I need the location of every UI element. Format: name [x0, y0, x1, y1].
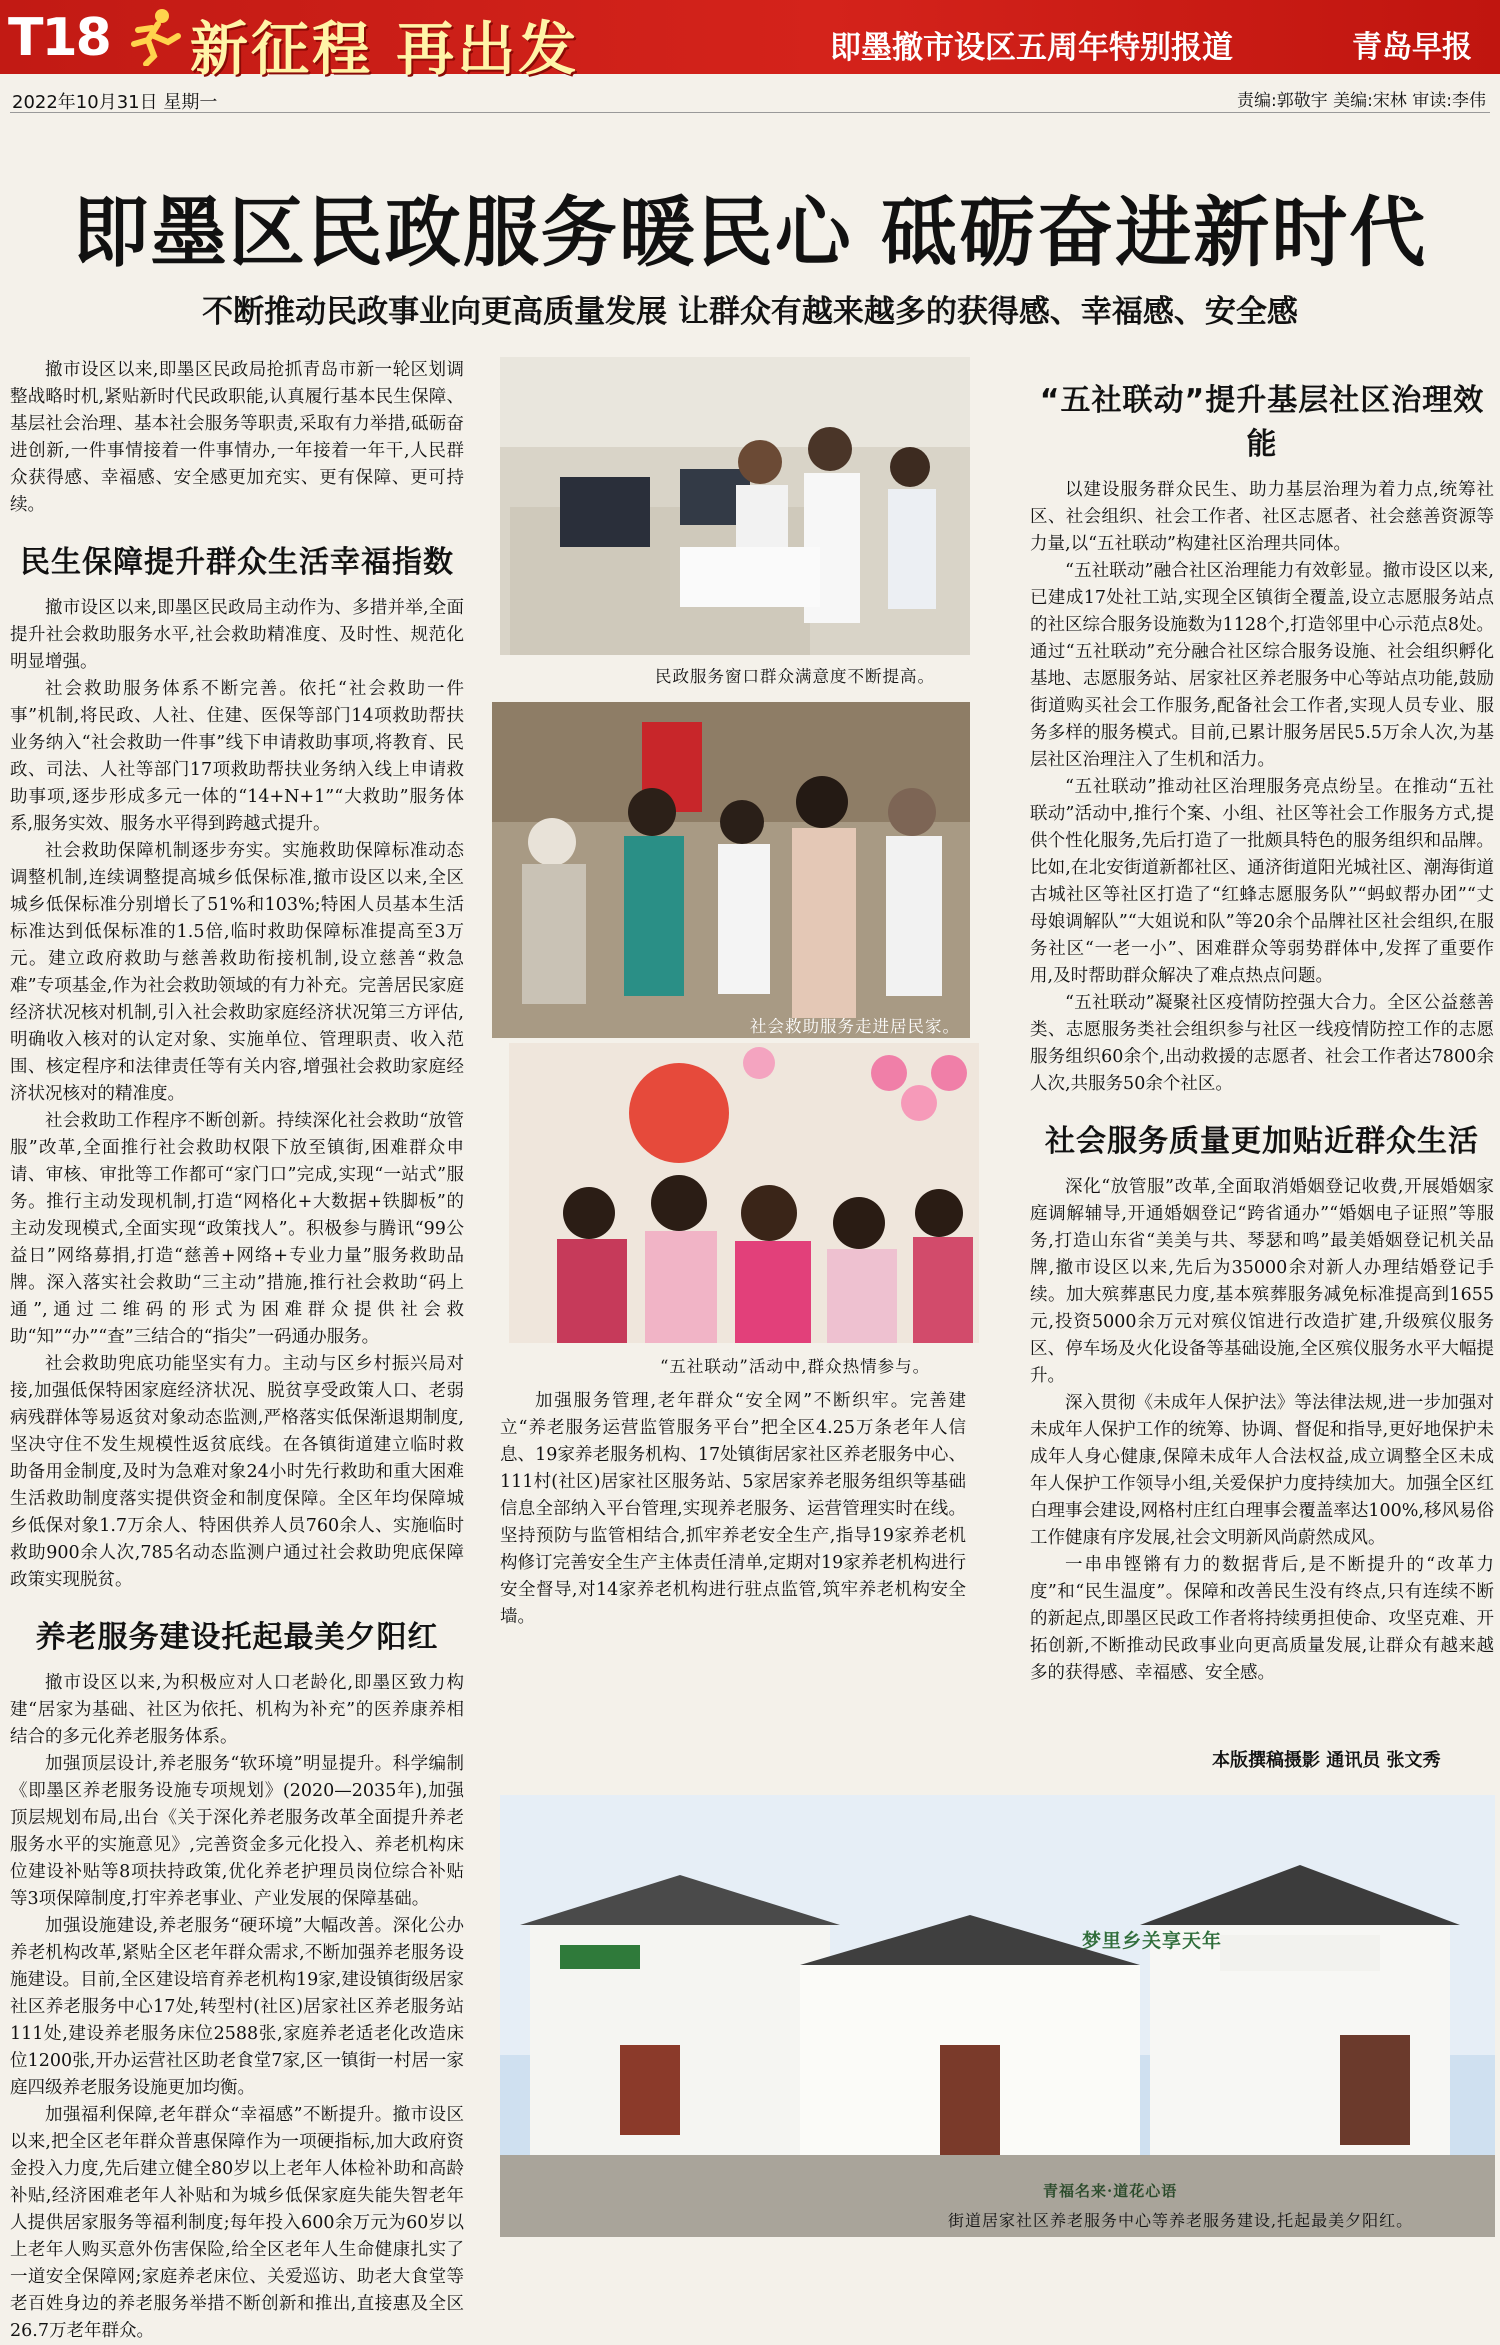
body-paragraph: 加强福利保障,老年群众“幸福感”不断提升。撤市设区以来,把全区老年群众普惠保障作为一项硬指标,加大政府资金投入力度,先后建立健全80岁以上老年人体检补助和高龄补贴,经济困难老年人补贴和为城乡低保家庭失能失智老年人提供居家服务等福利制度;每年投入600余万元为60岁以上老年人购买意外伤害保险,给全区老年人生命健康扎实了一道安全保障网;家庭养老床位、关爱巡访、助老大食堂等老百姓身边的养老服务举措不断创新和推出,直接惠及全区26.7万老年群众。: [10, 2105, 464, 2341]
section-heading: “五社联动”提升基层社区治理效能: [1039, 383, 1485, 462]
photo-caption: “五社联动”活动中,群众热情参与。: [660, 1357, 931, 1376]
photo-caption: 街道居家社区养老服务中心等养老服务建设,托起最美夕阳红。: [948, 2211, 1414, 2230]
body-paragraph: 社会救助兜底功能坚实有力。主动与区乡村振兴局对接,加强低保特困家庭经济状况、脱贫享受政策人口、老弱病残群体等易返贫对象动态监测,严格落实低保渐退期制度,坚决守住不发生规模性返贫底线。在各镇街道建立临时救助备用金制度,及时为急难对象24小时先行救助和重大困难生活救助制度落实提供资金和制度保障。全区年均保障城乡低保对象1.7万余人、特困供养人员760余人、实施临时救助900余人次,785名动态监测户通过社会救助兜底保障政策实现脱贫。: [10, 1354, 464, 1590]
photo-elderly-care-center: [500, 1795, 1495, 2237]
header-rule: [10, 112, 1490, 113]
photo-service-window: [500, 357, 970, 655]
intro-paragraph: 撤市设区以来,即墨区民政局抢抓青岛市新一轮区划调整战略时机,紧贴新时代民政职能,认真履行基本民生保障、基层社会治理、基本社会服务等职责,采取有力举措,砥砺奋进创新,一件事情接着一件事情办,一年接着一年干,人民群众获得感、幸福感、安全感更加充实、更有保障、更可持续。: [10, 360, 464, 515]
main-headline: 即墨区民政服务暖民心 砥砺奋进新时代: [72, 188, 1428, 277]
body-paragraph: 深入贯彻《未成年人保护法》等法律法规,进一步加强对未成年人保护工作的统筹、协调、督促和指导,更好地保护未成年人身心健康,保障未成年人合法权益,成立调整全区未成年人保护工作领导小组,关爱保护力度持续加大。加强全区红白理事会建设,网格村庄红白理事会覆盖率达100%,移风易俗工作健康有序发展,社会文明新风尚蔚然成风。: [1030, 1393, 1494, 1548]
body-paragraph: 一串串铿锵有力的数据背后,是不断提升的“改革力度”和“民生温度”。保障和改善民生没有终点,只有连续不断的新起点,即墨区民政工作者将持续勇担使命、攻坚克难、开拓创新,不断推动民政事业向更高质量发展,让群众有越来越多的获得感、幸福感、安全感。: [1030, 1555, 1494, 1683]
body-paragraph: 加强设施建设,养老服务“硬环境”大幅改善。深化公办养老机构改革,紧贴全区老年群众需求,不断加强养老服务设施建设。目前,全区建设培育养老机构19家,建设镇街级居家社区养老服务中心17处,转型村(社区)居家社区养老服务站111处,建设养老服务床位2588张,家庭养老适老化改造床位1200张,开办运营社区助老食堂7家,区一镇街一村居一家庭四级养老服务设施更加均衡。: [10, 1916, 464, 2098]
photo-caption: 民政服务窗口群众满意度不断提高。: [655, 667, 935, 686]
body-paragraph: 社会救助工作程序不断创新。持续深化社会救助“放管服”改革,全面推行社会救助权限下放至镇街,困难群众申请、审核、审批等工作都可“家门口”完成,实现“一站式”服务。推行主动发现机制,打造“网格化+大数据+铁脚板”的主动发现模式,全面实现“政策找人”。积极参与腾讯“99公益日”网络募捐,打造“慈善+网络+专业力量”服务救助品牌。深入落实社会救助“三主动”措施,推行社会救助“码上通”,通过二维码的形式为困难群众提供社会救助“知”“办”“查”三结合的“指尖”一码通办服务。: [10, 1111, 464, 1347]
body-paragraph: 以建设服务群众民生、助力基层治理为着力点,统筹社区、社会组织、社会工作者、社区志愿者、社会慈善资源等力量,以“五社联动”构建社区治理共同体。: [1030, 480, 1494, 554]
building-sign: 梦里乡关享天年: [1082, 1930, 1223, 1952]
subheadline: 不断推动民政事业向更高质量发展 让群众有越来越多的获得感、幸福感、安全感: [202, 294, 1298, 330]
editor-credits: 责编:郭敬宇 美编:宋林 审读:李伟: [1237, 91, 1486, 111]
article-column-middle: [500, 1388, 966, 1631]
newspaper-logo: 青岛早报: [1352, 30, 1472, 65]
page-banner: [0, 0, 1500, 83]
photo-community-event: [509, 1043, 979, 1343]
banner-slogan: 新征程 再出发: [190, 15, 580, 83]
body-paragraph: “五社联动”融合社区治理能力有效彰显。撤市设区以来,已建成17处社工站,实现全区镇街全覆盖,设立志愿服务站点的社区综合服务设施数为1128个,打造邻里中心示范点8处。通过“五社联动”充分融合社区综合服务设施、社会组织孵化基地、志愿服务站、居家社区养老服务中心等站点功能,鼓励街道购买社会工作服务,配备社会工作者,实现人员专业、服务多样的服务模式。目前,已累计服务居民5.5万余人次,为基层社区治理注入了生机和活力。: [1030, 561, 1494, 770]
photo-home-visit: [492, 702, 970, 1038]
body-paragraph: “五社联动”凝聚社区疫情防控强大合力。全区公益慈善类、志愿服务类社会组织参与社区一线疫情防控工作的志愿服务组织60余个,出动救援的志愿者、社会工作者达7800余人次,共服务50余个社区。: [1030, 993, 1494, 1094]
section-heading: 民生保障提升群众生活幸福指数: [20, 545, 454, 580]
body-paragraph: “五社联动”推动社区治理服务亮点纷呈。在推动“五社联动”活动中,推行个案、小组、社区等社会工作服务方式,提供个性化服务,先后打造了一批颇具特色的服务组织和品牌。比如,在北安街道新都社区、通济街道阳光城社区、潮海街道古城社区等社区打造了“红蜂志愿服务队”“蚂蚁帮办团”“丈母娘调解队”“大姐说和队”等20余个品牌社区社会组织,在服务社区“一老一小”、困难群众等弱势群体中,发挥了重要作用,及时帮助群众解决了难点热点问题。: [1030, 777, 1494, 986]
article-column-right: [1030, 357, 1494, 1687]
wall-calligraphy: 青福名来·道花心语: [1043, 2182, 1178, 2200]
special-report-title: 即墨撤市设区五周年特别报道: [830, 30, 1233, 66]
body-paragraph: 撤市设区以来,即墨区民政局主动作为、多措并举,全面提升社会救助服务水平,社会救助精准度、及时性、规范化明显增强。: [10, 598, 464, 672]
runner-icon: [118, 6, 188, 66]
body-paragraph: 深化“放管服”改革,全面取消婚姻登记收费,开展婚姻家庭调解辅导,开通婚姻登记“跨省通办”“婚姻电子证照”等服务,打造山东省“美美与共、琴瑟和鸣”最美婚姻登记机关品牌,撤市设区以来,先后为35000余对新人办理结婚登记手续。加大殡葬惠民力度,基本殡葬服务减免标准提高到1655元,投资5000余万元对殡仪馆进行改造扩建,升级殡仪服务区、停车场及火化设备等基础设施,全区殡仪服务水平大幅提升。: [1030, 1177, 1494, 1386]
article-column-left: [10, 357, 464, 2345]
body-paragraph: 加强服务管理,老年群众“安全网”不断织牢。完善建立“养老服务运营监管服务平台”把全区4.25万条老年人信息、19家养老服务机构、17处镇街居家社区养老服务中心、111村(社区)居家社区服务站、5家居家养老服务组织等基础信息全部纳入平台管理,实现养老服务、运营管理实时在线。坚持预防与监管相结合,抓牢养老安全生产,指导19家养老机构修订完善安全生产主体责任清单,定期对19家养老机构进行安全督导,对14家养老机构进行驻点监管,筑牢养老机构安全墙。: [500, 1391, 966, 1627]
section-heading: 社会服务质量更加贴近群众生活: [1045, 1124, 1479, 1159]
section-heading: 养老服务建设托起最美夕阳红: [35, 1620, 439, 1655]
photo-caption: 社会救助服务走进居民家。: [750, 1017, 960, 1036]
page-number: T18: [8, 8, 110, 68]
body-paragraph: 加强顶层设计,养老服务“软环境”明显提升。科学编制《即墨区养老服务设施专项规划》(2020—2035年),加强顶层规划布局,出台《关于深化养老服务改革全面提升养老服务水平的实施意见》,完善资金多元化投入、养老机构床位建设补贴等8项扶持政策,优化养老护理员岗位综合补贴等3项保障制度,打牢养老事业、产业发展的保障基础。: [10, 1754, 464, 1909]
body-paragraph: 社会救助服务体系不断完善。依托“社会救助一件事”机制,将民政、人社、住建、医保等部门14项救助帮扶业务纳入“社会救助一件事”线下申请救助事项,将教育、民政、司法、人社等部门17项救助帮扶业务纳入线上申请救助事项,逐步形成多元一体的“14+N+1”“大救助”服务体系,服务实效、服务水平得到跨越式提升。: [10, 679, 464, 834]
byline: 本版撰稿摄影 通讯员 张文秀: [1212, 1750, 1441, 1771]
issue-date: 2022年10月31日 星期一: [12, 92, 218, 113]
body-paragraph: 撤市设区以来,为积极应对人口老龄化,即墨区致力构建“居家为基础、社区为依托、机构为补充”的医养康养相结合的多元化养老服务体系。: [10, 1673, 464, 1747]
body-paragraph: 社会救助保障机制逐步夯实。实施救助保障标准动态调整机制,连续调整提高城乡低保标准,撤市设区以来,全区城乡低保标准分别增长了51%和103%;特困人员基本生活标准达到低保标准的1.5倍,临时救助保障标准提高至3万元。建立政府救助与慈善救助衔接机制,设立慈善“救急难”专项基金,作为社会救助领域的有力补充。完善居民家庭经济状况核对机制,引入社会救助家庭经济状况第三方评估,明确收入核对的认定对象、实施单位、管理职责、收入范围、核定程序和法律责任等有关内容,增强社会救助家庭经济状况核对的精准度。: [10, 841, 464, 1104]
